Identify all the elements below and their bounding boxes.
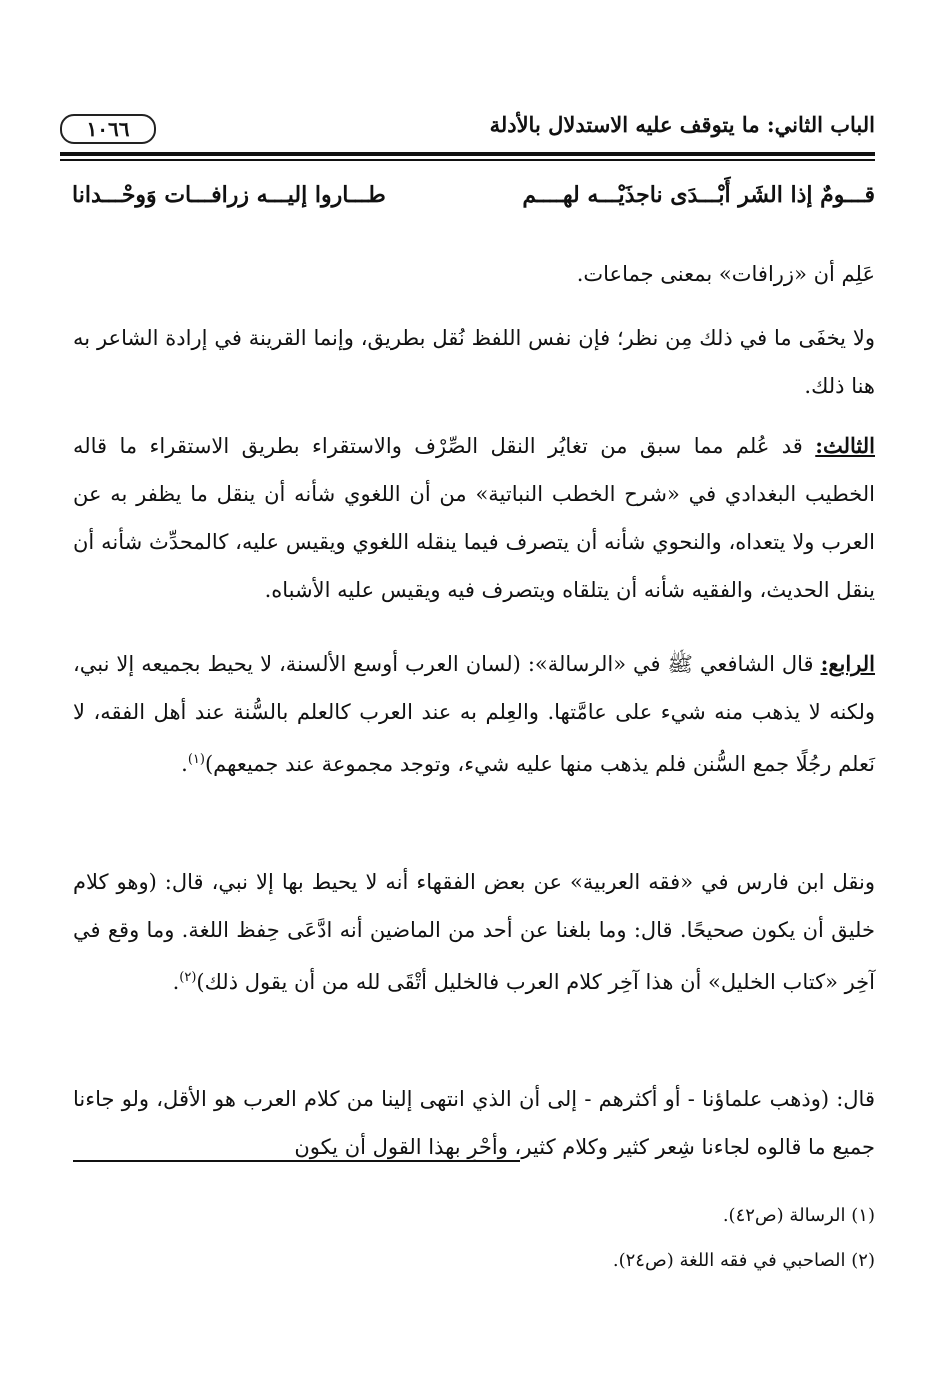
fourth-end: . [181,752,188,776]
text-underline-mark [73,1160,520,1162]
paragraph-ibn-faris [73,858,875,1006]
footnote-ref-1: (١) [187,752,205,767]
page-header [60,108,875,148]
third-body: قد عُلم مما سبق من تغايُر النقل الصِّرْف والاستقراء بطريق الاستقراء ما قاله الخطيب البغدادي في «شرح الخطب النباتية» من أن اللغوي شأنه أن ينقل ما يظفر به عن العرب ولا يتعداه، والنحوي شأنه أن يتصرف فيما ينقله اللغوي ويقيس عليه، كالمحدِّث شأنه أن ينقل الحديث، والفقيه شأنه أن يتلقاه ويتصرف فيه ويقيس عليه الأشباه. [73,434,875,602]
fourth-heading: الرابع: [820,651,875,676]
paragraph-third [73,422,875,614]
header-rule-thin [60,159,875,161]
verse-second-hemistich: طـــاروا إليـــه زرافـــات وَوحْـــدانا [72,182,386,208]
paragraph-fourth [73,640,875,788]
footnote-1: (١) الرسالة (ص٤٢). [722,1205,875,1226]
chapter-title: الباب الثاني: ما يتوقف عليه الاستدلال بالأدلة [489,112,875,137]
fourth-body: قال الشافعي ﷺ في «الرسالة»: (لسان العرب أوسع الألسنة، لا يحيط بجميعه إلا نبي، ولكنه لا يذهب منه شيء على عامَّتها. والعِلم به عند العرب كالعلم بالسُّنة عند أهل الفقه، لا نَعلم رجُلًا جمع السُّنن فلم يذهب منها عليه شيء، وتوجد مجموعة عند جميعهم) [73,652,875,776]
footnote-2: (٢) الصاحبي في فقه اللغة (ص٢٤). [612,1250,875,1271]
header-rule-thick [60,152,875,156]
ibn-faris-body: ونقل ابن فارس في «فقه العربية» عن بعض الفقهاء أنه لا يحيط بها إلا نبي، قال: (وهو كلام خليق أن يكون صحيحًا. قال: وما بلغنا عن أحد من الماضين أنه ادَّعَى حِفظ اللغة. وما وقع في آخِر «كتاب الخليل» أن هذا آخِر كلام العرب فالخليل أتْقَى لله من أن يقول ذلك) [73,870,875,994]
paragraph-scholars: قال: (وذهب علماؤنا - أو أكثرهم - إلى أن الذي انتهى إلينا من كلام العرب هو الأقل، ولو جاءنا جميع ما قالوه لجاءنا شِعر كثير وكلام كثير، وأحْرِ بهذا القول أن يكون [73,1087,875,1159]
footnote-ref-2: (٢) [179,970,197,985]
ibn-faris-end: . [172,970,180,994]
verse-first-hemistich: قـــومٌ إذا الشَر أَبْـــدَى ناجذَيْـــه لهــــم [522,182,875,208]
paragraph-zarafat: عَلِم أن «زرافات» بمعنى جماعات. [576,262,875,286]
third-heading: الثالث: [815,433,875,458]
page-number: ١٠٦٦ [60,114,156,144]
paragraph-objection: ولا يخفَى ما في ذلك مِن نظر؛ فإن نفس اللفظ نُقل بطريق، وإنما القرينة في إرادة الشاعر به هنا ذلك. [73,326,875,398]
